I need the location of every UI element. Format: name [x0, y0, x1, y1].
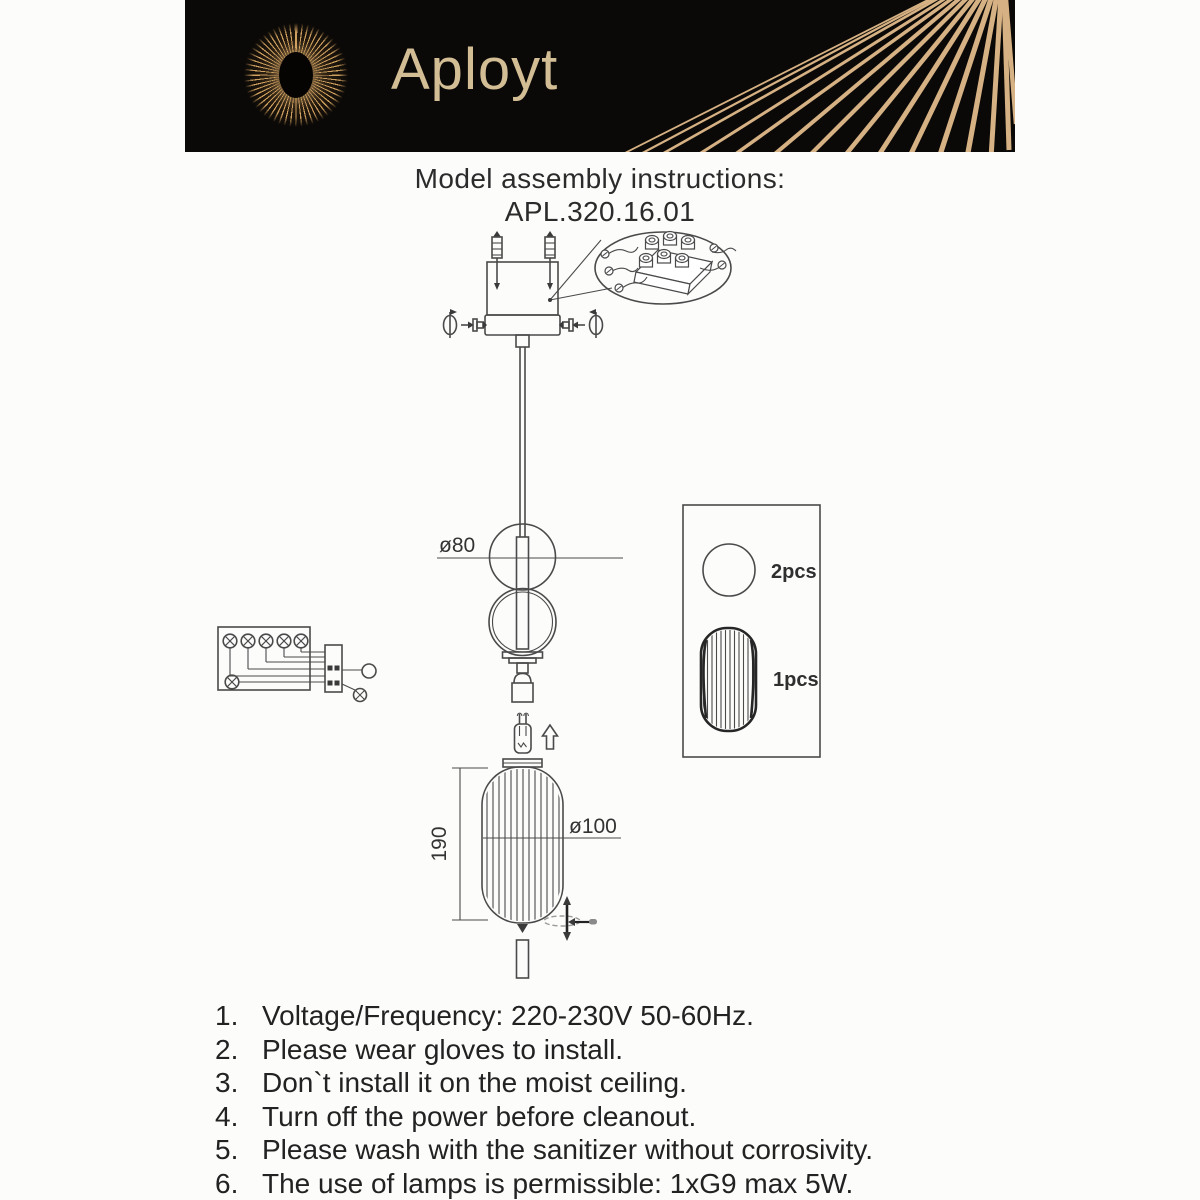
instruction-item [215, 1033, 1005, 1067]
page-title: Model assembly instructions: [414, 163, 786, 194]
instruction-number: 1. [215, 1000, 239, 1031]
decorative-ring [489, 589, 556, 656]
instruction-item [215, 1066, 1005, 1100]
instruction-number: 5. [215, 1134, 239, 1165]
instruction-number: 4. [215, 1100, 239, 1132]
lamp-socket [503, 652, 543, 702]
instruction-list [215, 999, 1005, 1200]
dimension-shade-height [428, 768, 488, 920]
part-shade-drawing [701, 628, 756, 732]
instruction-text: The use of lamps is permissible: 1xG9 max 5W. [262, 1167, 854, 1199]
instruction-text: Turn off the power before cleanout. [262, 1100, 697, 1132]
instruction-item [215, 999, 1005, 1033]
instruction-text: Voltage/Frequency: 220-230V 50-60Hz. [262, 1000, 754, 1031]
dimension-shade-diameter [483, 815, 621, 838]
shade-height-label: 190 [428, 826, 451, 862]
part-shade-qty: 1pcs [773, 669, 819, 691]
instruction-number: 2. [215, 1033, 239, 1065]
instruction-number: 3. [215, 1067, 239, 1098]
part-sphere-drawing [703, 544, 755, 596]
instruction-text: Please wear gloves to install. [262, 1033, 624, 1065]
instruction-item [215, 1133, 1005, 1167]
decorative-sphere [490, 524, 556, 590]
dimension-sphere-diameter [437, 534, 623, 558]
bottom-stem [517, 940, 529, 978]
instruction-text: Don`t install it on the moist ceiling. [262, 1067, 687, 1098]
terminal-detail-balloon [548, 232, 736, 305]
instruction-number: 6. [215, 1167, 239, 1199]
hanging-rod [517, 347, 529, 649]
insert-direction-arrow [543, 725, 558, 749]
instruction-text: Please wash with the sanitizer without corrosivity. [262, 1134, 874, 1165]
model-number: APL.320.16.01 [504, 196, 696, 227]
parts-box [683, 505, 820, 757]
instruction-item [215, 1100, 1005, 1134]
terminal-cylinders [640, 232, 695, 268]
part-sphere-qty: 2pcs [771, 561, 817, 583]
instruction-item [215, 1167, 1005, 1200]
twist-indicator [544, 896, 597, 941]
wiring-diagram [218, 627, 376, 702]
g9-bulb [515, 713, 532, 753]
shade-diameter-label: ø100 [569, 815, 617, 838]
brand-name: Aployt [391, 37, 559, 102]
canopy-drawing [444, 231, 603, 347]
sphere-diameter-label: ø80 [439, 534, 476, 557]
ribbed-shade [482, 759, 563, 933]
